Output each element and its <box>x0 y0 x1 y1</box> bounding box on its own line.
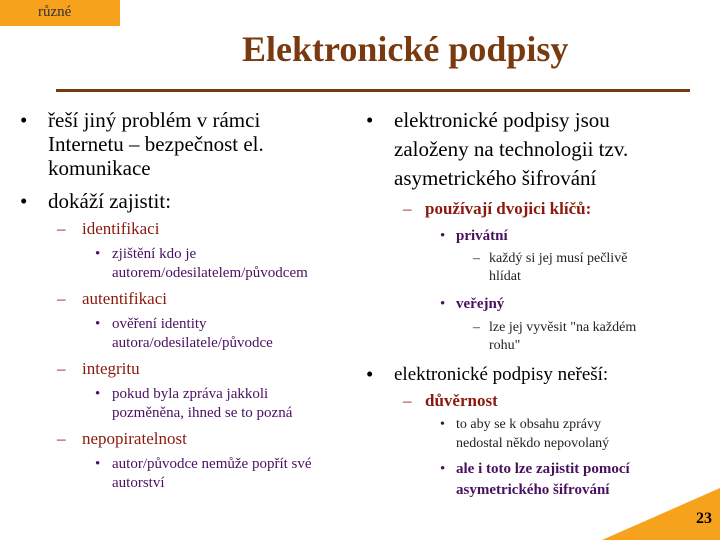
privatni-label: privátní <box>456 228 508 244</box>
verejny-note-line-2: rohu" <box>489 338 521 353</box>
autentifikace-sub-line-2: autora/odesilatele/původce <box>112 335 273 351</box>
autentifikace-sub-marker: • <box>95 316 101 332</box>
duvernost-label: důvěrnost <box>425 391 498 410</box>
integrita-dash: – <box>57 359 66 378</box>
verejny-marker: • <box>440 296 446 312</box>
right-bullet-1-line-1: elektronické podpisy jsou <box>394 108 610 132</box>
duvernost-dash: – <box>403 391 412 410</box>
privatni-marker: • <box>440 228 446 244</box>
privatni-note-line-1: každý si jej musí pečlivě <box>489 251 628 266</box>
sifrovani-note-marker: • <box>440 461 446 477</box>
verejny-label: veřejný <box>456 296 505 312</box>
identifikace-sub-line-2: autorem/odesilatelem/původcem <box>112 265 308 281</box>
right-bullet-1-line-3: asymetrického šifrování <box>394 166 597 190</box>
right-bullet-2-text: elektronické podpisy neřeší: <box>394 364 609 385</box>
nepopiratelnost-dash: – <box>57 429 66 448</box>
left-bullet-1-line-1: řeší jiný problém v rámci <box>48 108 261 132</box>
right-bullet-1-marker: • <box>366 108 374 132</box>
left-bullet-1-line-2: Internetu – bezpečnost el. <box>48 132 264 156</box>
identifikace-dash: – <box>57 219 66 238</box>
sifrovani-note-line-2: asymetrického šifrování <box>456 482 610 498</box>
verejny-note-line-1: lze jej vyvěsit "na každém <box>489 320 637 335</box>
privatni-dash: – <box>473 251 480 266</box>
section-tag <box>0 0 120 26</box>
integrita-label: integritu <box>82 359 140 378</box>
autentifikace-sub-line-1: ověření identity <box>112 316 207 332</box>
duvernost-note-line-2: nedostal někdo nepovolaný <box>456 436 610 451</box>
identifikace-label: identifikaci <box>82 219 160 238</box>
slide-title: Elektronické podpisy <box>242 29 569 69</box>
integrita-sub-marker: • <box>95 386 101 402</box>
nepopiratelnost-sub-line-1: autor/původce nemůže popřít své <box>112 456 312 472</box>
identifikace-sub-marker: • <box>95 246 101 262</box>
left-bullet-1-marker: • <box>20 108 28 132</box>
sifrovani-note-line-1: ale i toto lze zajistit pomocí <box>456 461 630 477</box>
autentifikace-label: autentifikaci <box>82 289 167 308</box>
privatni-note-line-2: hlídat <box>489 269 521 284</box>
nepopiratelnost-sub-marker: • <box>95 456 101 472</box>
identifikace-sub-line-1: zjištění kdo je <box>112 246 197 262</box>
duvernost-note-line-1: to aby se k obsahu zprávy <box>456 417 602 432</box>
nepopiratelnost-sub-line-2: autorství <box>112 475 165 491</box>
left-bullet-1-line-3: komunikace <box>48 156 151 180</box>
klice-dash: – <box>403 199 412 218</box>
left-bullet-2-marker: • <box>20 189 28 213</box>
nepopiratelnost-label: nepopiratelnost <box>82 429 187 448</box>
integrita-sub-line-2: pozměněna, ihned se to pozná <box>112 405 293 421</box>
duvernost-note-marker: • <box>440 417 445 432</box>
autentifikace-dash: – <box>57 289 66 308</box>
right-bullet-2-marker: • <box>366 362 374 386</box>
right-bullet-1-line-2: založeny na technologii tzv. <box>394 137 629 161</box>
integrita-sub-line-1: pokud byla zpráva jakkoli <box>112 386 269 402</box>
verejny-dash: – <box>473 320 480 335</box>
section-tag-label: různé <box>38 4 72 20</box>
title-underline <box>56 89 690 92</box>
klice-label: používají dvojici klíčů: <box>425 199 592 218</box>
left-bullet-2-text: dokáží zajistit: <box>48 189 172 213</box>
page-number: 23 <box>696 510 712 527</box>
